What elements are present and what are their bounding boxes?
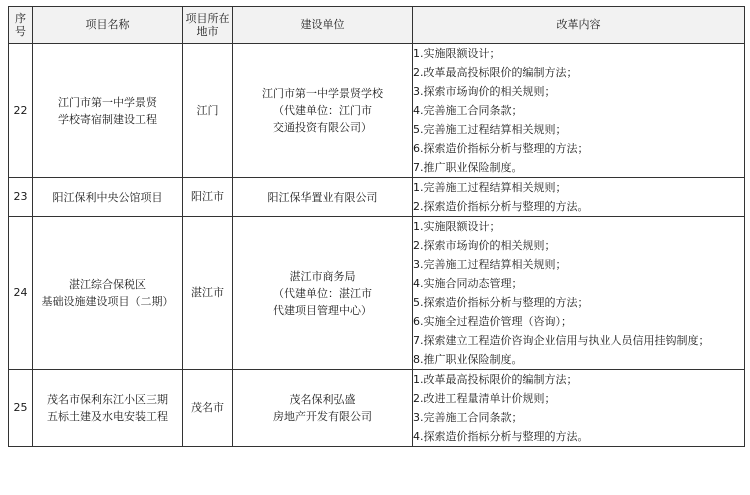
reform-item: 8.推广职业保险制度。 [413,353,523,366]
reform-item: 2.改进工程量清单计价规则； [413,392,556,405]
reform-content [413,44,745,178]
reform-item: 4.完善施工合同条款； [413,104,523,117]
reform-item: 3.完善施工合同条款； [413,411,523,424]
row-number: 24 [9,217,33,370]
construction-unit-line: 房地产开发有限公司 [273,410,372,423]
project-name [33,217,183,370]
project-name [33,178,183,217]
project-city: 阳江市 [183,178,233,217]
construction-unit-line: 茂名保利弘盛 [289,393,356,406]
project-name [33,44,183,178]
project-name-line: 茂名市保利东江小区三期 [47,393,168,406]
reform-table [8,6,745,447]
reform-item: 3.探索市场询价的相关规则； [413,85,556,98]
header-unit: 建设单位 [233,7,413,44]
construction-unit-line: 交通投资有限公司） [273,121,372,134]
construction-unit-line: 湛江市商务局 [289,269,356,283]
reform-item: 6.实施全过程造价管理（咨询）； [413,315,572,328]
reform-item: 4.实施合同动态管理； [413,277,523,290]
header-seq: 序号 [9,7,33,44]
project-name-line: 湛江综合保税区 [69,278,146,291]
reform-item: 7.探索建立工程造价咨询企业信用与执业人员信用挂钩制度； [413,334,710,347]
reform-item: 3.完善施工过程结算相关规则； [413,258,567,271]
construction-unit [233,178,413,217]
project-city: 茂名市 [183,370,233,447]
construction-unit [233,217,413,370]
reform-item: 5.完善施工过程结算相关规则； [413,123,567,136]
construction-unit-line: 江门市第一中学景贤学校 [262,87,383,100]
project-city: 湛江市 [183,217,233,370]
reform-item: 6.探索造价指标分析与整理的方法； [413,142,589,155]
reform-content [413,217,745,370]
reform-item: 1.完善施工过程结算相关规则； [413,181,567,194]
reform-item: 7.推广职业保险制度。 [413,161,523,174]
construction-unit [233,44,413,178]
project-name-line: 五标土建及水电安装工程 [47,410,168,423]
project-name-line: 阳江保利中央公馆项目 [52,190,163,204]
row-number: 23 [9,178,33,217]
construction-unit-line: （代建单位：江门市 [273,104,372,117]
project-name-line: 基础设施建设项目（二期） [41,295,174,308]
reform-content [413,370,745,447]
table-row [9,370,745,447]
project-name-line: 江门市第一中学景贤 [58,95,157,109]
construction-unit-line: （代建单位：湛江市 [273,286,372,300]
reform-item: 2.探索市场询价的相关规则； [413,239,556,252]
reform-item: 2.探索造价指标分析与整理的方法。 [413,200,589,213]
table-row [9,178,745,217]
project-name-line: 学校寄宿制建设工程 [58,112,157,126]
reform-item: 1.实施限额设计； [413,47,501,60]
construction-unit-line: 代建项目管理中心） [273,303,372,317]
reform-item: 1.改革最高投标限价的编制方法； [413,373,578,386]
reform-item: 5.探索造价指标分析与整理的方法； [413,296,589,309]
project-name [33,370,183,447]
header-name: 项目名称 [33,7,183,44]
construction-unit-line: 阳江保华置业有限公司 [267,190,378,204]
reform-item: 4.探索造价指标分析与整理的方法。 [413,430,589,443]
header-content: 改革内容 [413,7,745,44]
project-city: 江门 [183,44,233,178]
row-number: 22 [9,44,33,178]
reform-content [413,178,745,217]
construction-unit [233,370,413,447]
header-city: 项目所在地市 [183,7,233,44]
header-row [9,7,745,44]
table-row [9,44,745,178]
table-row [9,217,745,370]
reform-item: 2.改革最高投标限价的编制方法； [413,66,578,79]
row-number: 25 [9,370,33,447]
reform-item: 1.实施限额设计； [413,220,501,233]
